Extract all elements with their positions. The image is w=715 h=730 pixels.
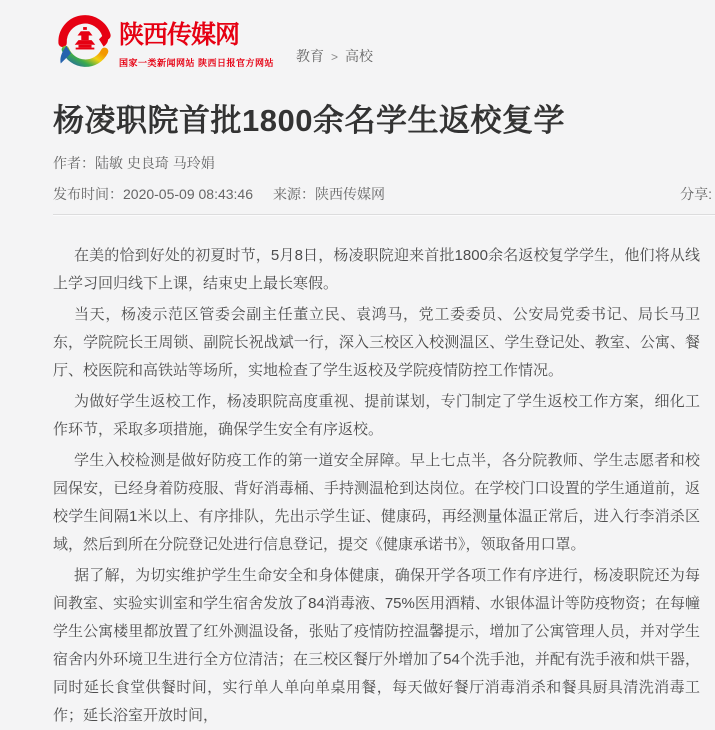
article-body: [53, 242, 700, 730]
source-label: 来源：: [273, 186, 315, 202]
author-label: 作者：: [53, 155, 95, 171]
article: [0, 101, 715, 730]
divider: [53, 214, 715, 216]
article-paragraph: 在美的恰到好处的初夏时节，5月8日，杨凌职院迎来首批1800余名返校复学学生，他们将从线上学习回归线下上课，结束史上最长寒假。: [53, 247, 700, 292]
share-label: 分享:: [680, 186, 712, 202]
author-names: 陆敏 史良琦 马玲娟: [95, 155, 215, 171]
article-paragraph: 当天，杨凌示范区管委会副主任董立民、袁鸿马，党工委委员、公安局党委书记、局长马卫东，学院院长王周锁、副院长祝战斌一行，深入三校区入校测温区、学生登记处、教室、公寓、餐厅、校医院和高铁站等场所，实地检查了学生返校及学院疫情防控工作情况。: [53, 306, 700, 379]
publish-time-label: 发布时间：: [53, 186, 123, 202]
breadcrumb-link-education[interactable]: 教育: [296, 48, 325, 64]
article-paragraph: 学生入校检测是做好防疫工作的第一道安全屏障。早上七点半，各分院教师、学生志愿者和校园保安，已经身着防疫服、背好消毒桶、手持测温枪到达岗位。在学校门口设置的学生通道前，返校学生间隔1米以上、有序排队，先出示学生证、健康码，再经测量体温正常后，进入行李消杀区域，然后到所在分院登记处进行信息登记，提交《健康承诺书》，领取备用口罩。: [53, 452, 700, 553]
publish-time-value: 2020-05-09 08:43:46: [123, 186, 253, 202]
author-row: [53, 153, 700, 173]
site-logo-text-block: [119, 13, 274, 69]
site-logo-name: 陕西传媒网: [119, 21, 240, 49]
article-paragraph: 据了解，为切实维护学生生命安全和身体健康，确保开学各项工作有序进行，杨凌职院还为每间教室、实验实训室和学生宿舍发放了84消毒液、75%医用酒精、水银体温计等防疫物资；在每幢学生公寓楼里都放置了红外测温设备，张贴了疫情防控温馨提示，增加了公寓管理人员，并对学生宿舍内外环境卫生进行全方位清洁；在三校区餐厅外增加了54个洗手池，并配有洗手液和烘干器，同时延长食堂供餐时间，实行单人单向单桌用餐，每天做好餐厅消毒消杀和餐具厨具清洗消毒工作；延长浴室开放时间，: [53, 567, 700, 724]
site-logo-tagline: 国家一类新闻网站 陕西日报官方网站: [119, 57, 275, 68]
article-title: 杨凌职院首批1800余名学生返校复学: [53, 103, 565, 138]
site-logo[interactable]: [57, 13, 274, 76]
article-paragraph: 为做好学生返校工作，杨凌职院高度重视、提前谋划，专门制定了学生返校工作方案，细化工作环节，采取多项措施，确保学生安全有序返校。: [53, 393, 700, 438]
site-logo-emblem-icon: [57, 13, 113, 76]
breadcrumb-link-colleges[interactable]: 高校: [345, 48, 374, 64]
site-header: [0, 0, 715, 76]
breadcrumb: [296, 46, 373, 76]
source-value: 陕西传媒网: [315, 186, 385, 202]
breadcrumb-separator: >: [331, 50, 339, 64]
publish-info: [53, 184, 385, 204]
meta-row: [53, 184, 712, 204]
